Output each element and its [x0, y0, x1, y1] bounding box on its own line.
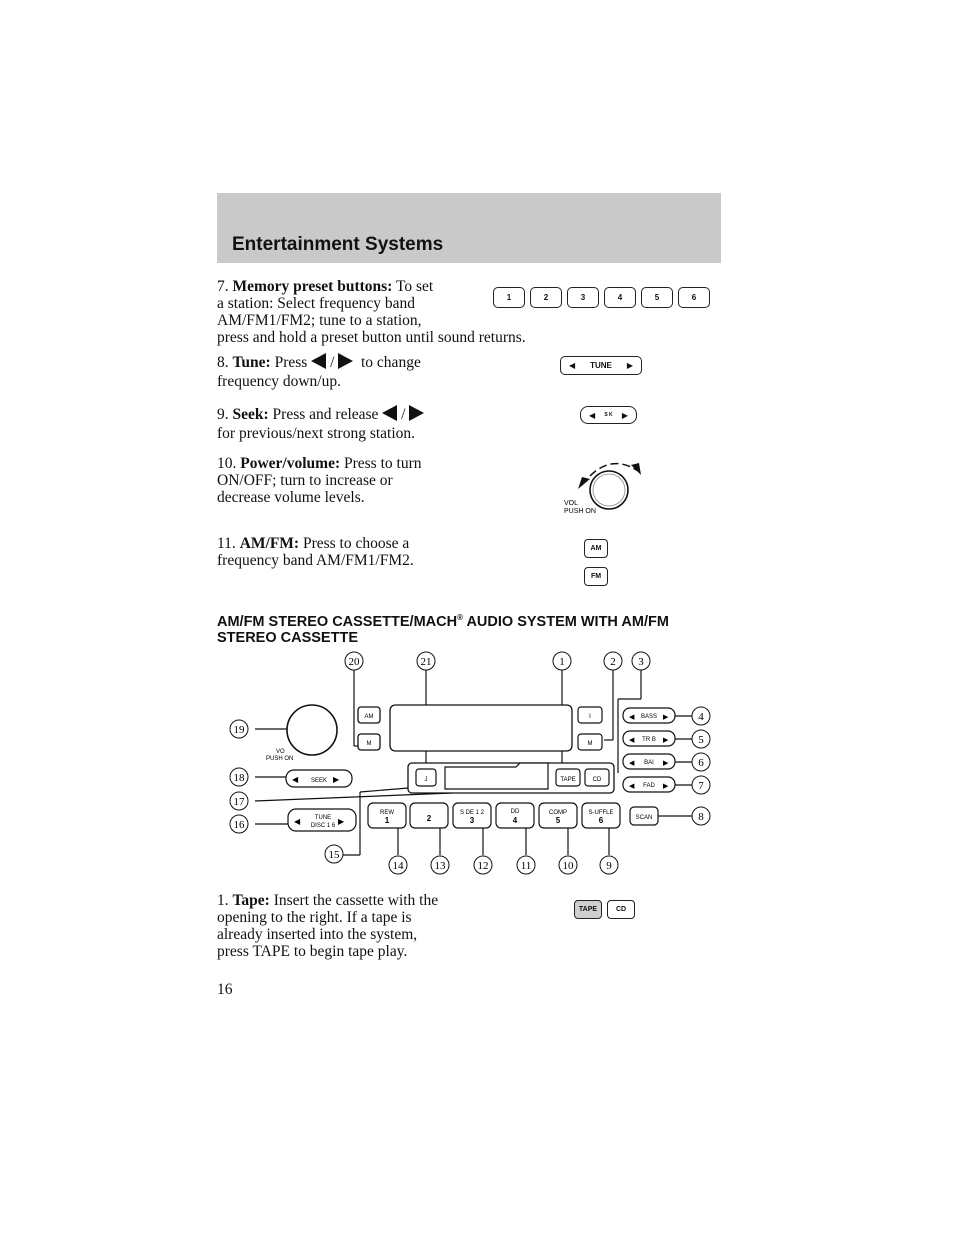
- preset-button-6: 6: [678, 287, 710, 308]
- volume-knob-illustration: [560, 455, 650, 520]
- item-label: Power/volume:: [240, 455, 341, 472]
- radio-diagram: [220, 645, 720, 880]
- right-arrow-icon: ▶: [626, 361, 633, 370]
- am-label: AM: [364, 714, 374, 720]
- preset-4-number: 4: [512, 816, 518, 825]
- item-text: AM/FM1/FM2; tune to a station,: [217, 312, 422, 329]
- item-number: 11.: [217, 535, 236, 552]
- registered-mark: ®: [457, 613, 463, 622]
- vol-label: VO: [276, 749, 285, 755]
- treble-label: TR B: [642, 737, 656, 743]
- volume-knob: [590, 471, 628, 509]
- callout-number: 6: [698, 757, 704, 769]
- svg-text:◀: ◀: [629, 737, 635, 744]
- callout-number: 2: [610, 656, 616, 668]
- item-label: Seek:: [232, 406, 269, 423]
- section-heading-line: AUDIO SYSTEM WITH AM/FM: [462, 613, 669, 630]
- svg-text:▶: ▶: [663, 760, 669, 767]
- dolby-label: DD: [510, 809, 520, 815]
- item-text: opening to the right. If a tape is: [217, 909, 412, 926]
- volume-knob: [287, 705, 337, 755]
- seek-left-icon: ◀: [292, 775, 299, 784]
- item-text: press and hold a preset button until sound returns.: [217, 329, 526, 346]
- item-number: 10.: [217, 455, 237, 472]
- callout-number: 10: [562, 860, 574, 872]
- arrow-right-icon: [631, 463, 641, 475]
- left-arrow-icon: [382, 405, 397, 421]
- shuffle-label: S-UFFLE: [588, 810, 614, 816]
- item-8-text: [217, 353, 497, 390]
- am-button: AM: [584, 539, 608, 558]
- preset-5-number: 5: [555, 816, 561, 825]
- callout-number: 3: [638, 656, 644, 668]
- callout-number: 18: [233, 772, 245, 784]
- item-text: decrease volume levels.: [217, 489, 365, 506]
- side-label: S DE 1 2: [459, 810, 485, 816]
- scan-label: SCAN: [635, 815, 653, 821]
- eject-label: J: [424, 777, 428, 783]
- callout-number: 15: [328, 849, 340, 861]
- callout-number: 4: [698, 711, 704, 723]
- callout-number: 12: [477, 860, 489, 872]
- callout-number: 8: [698, 811, 704, 823]
- item-9-text: [217, 405, 497, 442]
- seek-label: SEEK: [310, 778, 328, 784]
- preset-buttons: [368, 803, 620, 828]
- preset-button-2: 2: [530, 287, 562, 308]
- callout-number: 11: [520, 860, 532, 872]
- clock-hour-label: I: [589, 714, 591, 720]
- callout-number: 7: [698, 780, 704, 792]
- preset-6-number: 6: [598, 816, 604, 825]
- vol-label: VOL: [564, 500, 579, 507]
- bass-label: BASS: [640, 714, 658, 720]
- item-label: AM/FM:: [239, 535, 300, 552]
- callout-number: 9: [606, 860, 612, 872]
- callout-number: 1: [559, 656, 565, 668]
- push-on-label: PUSH ON: [266, 756, 294, 762]
- fm-label: M: [366, 741, 372, 747]
- item-text: press TAPE to begin tape play.: [217, 943, 408, 960]
- item-text: frequency band AM/FM1/FM2.: [217, 552, 414, 569]
- item-label: Tune:: [232, 354, 271, 371]
- preset-button-5: 5: [641, 287, 673, 308]
- tune-left-icon: ◀: [294, 817, 301, 826]
- item-text: Press to choose a: [302, 535, 410, 552]
- slash: /: [401, 406, 406, 423]
- tune-label: TUNE: [314, 815, 332, 821]
- section-heading-line: STEREO CASSETTE: [217, 629, 358, 646]
- clock-minute-label: M: [587, 741, 593, 747]
- callout-number: 17: [233, 796, 245, 808]
- fade-label: FAD: [643, 783, 655, 789]
- right-arrow-icon: [409, 405, 424, 421]
- item-11-text: [217, 535, 497, 569]
- callout-number: 20: [348, 656, 360, 668]
- preset-2-number: 2: [426, 814, 432, 823]
- seek-right-icon: ▶: [333, 775, 340, 784]
- arrow-left-icon: [578, 477, 590, 489]
- disc-label: DISC 1 6: [310, 823, 336, 829]
- item-label: Memory preset buttons:: [232, 278, 393, 295]
- rew-label: REW: [380, 810, 394, 816]
- left-arrow-icon: ◀: [589, 410, 596, 420]
- preset-button-1: 1: [493, 287, 525, 308]
- left-arrow-icon: [311, 353, 326, 369]
- item-text: Press and release: [272, 406, 379, 423]
- item-10-text: [217, 455, 497, 506]
- tune-right-icon: ▶: [338, 817, 345, 826]
- item-text: for previous/next strong station.: [217, 425, 416, 442]
- callout-number: 19: [233, 724, 245, 736]
- item-text: frequency down/up.: [217, 373, 341, 390]
- item-number: 1.: [217, 892, 229, 909]
- cd-label: CD: [592, 777, 602, 783]
- preset-button-3: 3: [567, 287, 599, 308]
- item-label: Tape:: [232, 892, 270, 909]
- tape-button: TAPE: [574, 900, 602, 919]
- push-on-label: PUSH ON: [564, 508, 596, 515]
- preset-button-4: 4: [604, 287, 636, 308]
- svg-text:◀: ◀: [629, 714, 635, 721]
- callout-number: 14: [392, 860, 404, 872]
- cd-button: CD: [607, 900, 635, 919]
- page-number: 16: [217, 981, 233, 998]
- item-text: Insert the cassette with the: [273, 892, 439, 909]
- seek-label: S K: [604, 412, 613, 418]
- item-text: ON/OFF; turn to increase or: [217, 472, 393, 489]
- item-text: Press to turn: [343, 455, 422, 472]
- right-arrow-icon: [338, 353, 353, 369]
- item-number: 7.: [217, 278, 229, 295]
- seek-button: [580, 406, 637, 424]
- display-window: [390, 705, 572, 751]
- tune-label: TUNE: [590, 361, 612, 370]
- section-heading: [217, 610, 722, 646]
- balance-label: BAI: [644, 760, 654, 766]
- svg-text:▶: ▶: [663, 714, 669, 721]
- preset-3-number: 3: [469, 816, 475, 825]
- callout-number: 16: [233, 819, 245, 831]
- callout-number: 21: [420, 656, 432, 668]
- tune-button: [560, 356, 642, 375]
- section-heading-line: AM/FM STEREO CASSETTE/MACH: [217, 613, 458, 630]
- callout-number: 5: [698, 734, 704, 746]
- callout-number: 13: [434, 860, 446, 872]
- item-number: 9.: [217, 406, 229, 423]
- item-text: already inserted into the system,: [217, 926, 418, 943]
- fm-button: FM: [584, 567, 608, 586]
- slash: /: [330, 354, 335, 371]
- item-text: to change: [361, 354, 421, 371]
- svg-text:▶: ▶: [663, 783, 669, 790]
- item-text: Press: [274, 354, 308, 371]
- left-arrow-icon: ◀: [569, 361, 576, 370]
- right-arrow-icon: ▶: [621, 410, 628, 420]
- svg-text:▶: ▶: [663, 737, 669, 744]
- item-text: a station: Select frequency band: [217, 295, 415, 312]
- comp-label: COMP: [549, 810, 567, 816]
- svg-text:◀: ◀: [629, 760, 635, 767]
- item-number: 8.: [217, 354, 229, 371]
- tape-item-text: [217, 892, 517, 960]
- page-title: Entertainment Systems: [232, 234, 444, 255]
- cassette-slot: [445, 763, 548, 789]
- preset-1-number: 1: [384, 816, 390, 825]
- tape-label: TAPE: [560, 777, 576, 783]
- item-text: To set: [395, 278, 434, 295]
- svg-text:◀: ◀: [629, 783, 635, 790]
